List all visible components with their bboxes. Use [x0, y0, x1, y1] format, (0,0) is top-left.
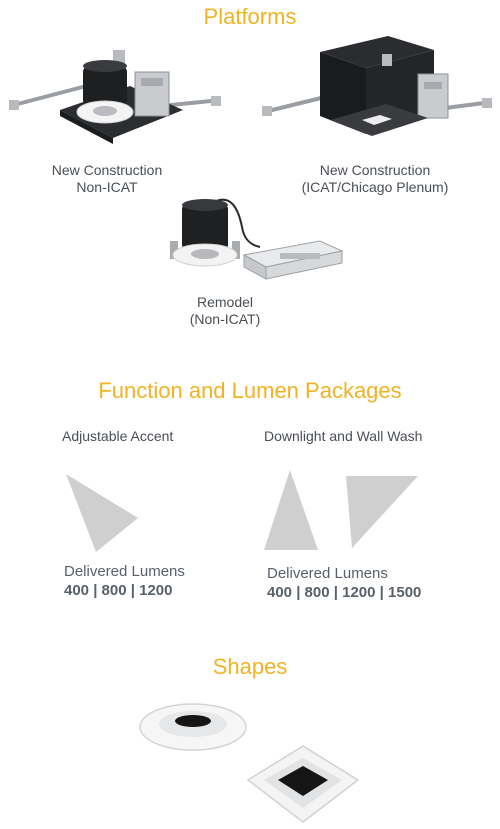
round-trim-image — [136, 700, 250, 754]
shapes-heading: Shapes — [212, 654, 288, 679]
downlight-lumens-values: 400 | 800 | 1200 | 1500 — [267, 584, 422, 601]
accent-lumens — [64, 563, 185, 599]
function-label-adjustable-accent: Adjustable Accent — [62, 428, 174, 444]
accent-lumens-values: 400 | 800 | 1200 — [64, 582, 173, 599]
product-image-new-construction-icat — [258, 30, 496, 152]
platform-caption-new-construction-non-icat — [22, 162, 192, 196]
accent-lumens-title: Delivered Lumens — [64, 563, 185, 580]
product-image-remodel — [160, 193, 350, 285]
platform-caption-remodel — [150, 294, 300, 328]
wall-wash-beam-icon — [342, 472, 422, 552]
function-label-downlight-wall-wash: Downlight and Wall Wash — [264, 428, 423, 444]
accent-beam-icon — [60, 468, 144, 558]
square-trim-image — [244, 744, 362, 826]
platform-caption-line2: (Non-ICAT) — [189, 311, 261, 327]
platform-caption-line1: Remodel — [196, 294, 254, 310]
platforms-heading: Platforms — [203, 4, 297, 29]
functions-heading: Function and Lumen Packages — [98, 378, 402, 403]
platform-caption-line2: (ICAT/Chicago Plenum) — [301, 179, 449, 195]
platform-caption-line1: New Construction — [51, 162, 163, 178]
platform-caption-line1: New Construction — [319, 162, 431, 178]
platform-caption-new-construction-icat — [275, 162, 475, 196]
downlight-lumens — [267, 565, 421, 601]
downlight-lumens-title: Delivered Lumens — [267, 565, 388, 582]
platform-caption-line2: Non-ICAT — [76, 179, 138, 195]
product-image-new-construction-non-icat — [5, 48, 225, 150]
downlight-beam-icon — [260, 466, 322, 554]
